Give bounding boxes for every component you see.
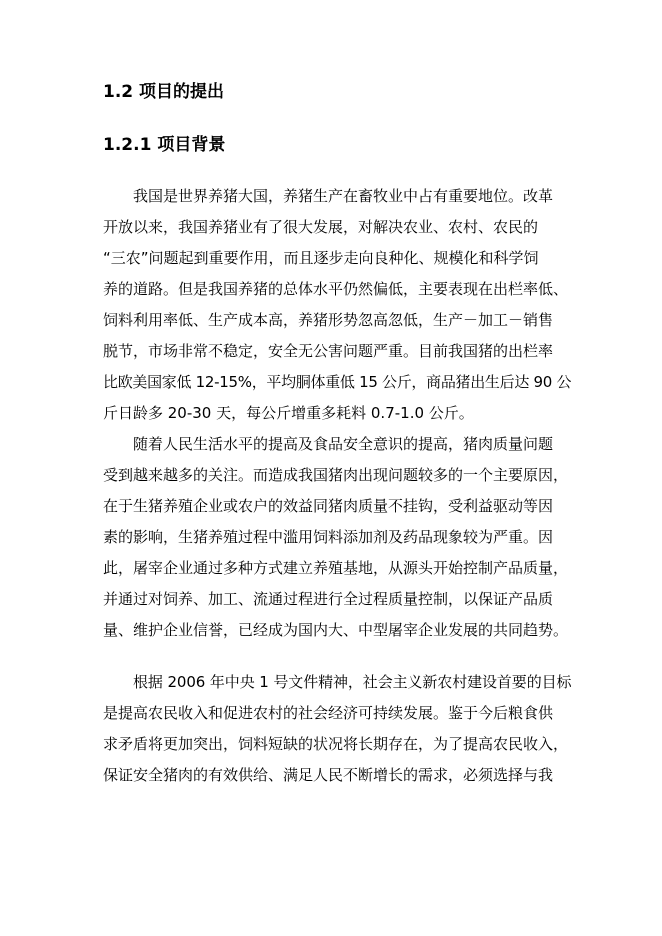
paragraph-line: 根据 2006 年中央 1 号文件精神，社会主义新农村建设首要的目标 — [133, 673, 571, 691]
paragraph-line: 保证安全猪肉的有效供给、满足人民不断增长的需求，必须选择与我 — [103, 766, 554, 784]
paragraph-line: 饲料利用率低、生产成本高，养猪形势忽高忽低，生产－加工－销售 — [103, 311, 554, 329]
paragraph-2 — [103, 429, 571, 646]
paragraph-line: 开放以来，我国养猪业有了很大发展，对解决农业、农村、农民的 — [103, 218, 539, 236]
paragraph-line: 养的道路。但是我国养猪的总体水平仍然偏低，主要表现在出栏率低、 — [103, 280, 569, 298]
subsection-heading: 1.2.1 项目背景 — [103, 135, 226, 155]
paragraph-line: “三农”问题起到重要作用，而且逐步走向良种化、规模化和科学饲 — [103, 249, 539, 267]
paragraph-line: 脱节，市场非常不稳定，安全无公害问题严重。目前我国猪的出栏率 — [103, 342, 554, 360]
paragraph-3 — [103, 667, 571, 791]
paragraph-line: 此，屠宰企业通过多种方式建立养殖基地，从源头开始控制产品质量， — [103, 559, 569, 577]
paragraph-1 — [103, 181, 571, 429]
paragraph-line: 求矛盾将更加突出，饲料短缺的状况将长期存在，为了提高农民收入， — [103, 735, 569, 753]
paragraph-line: 随着人民生活水平的提高及食品安全意识的提高，猪肉质量问题 — [133, 435, 554, 453]
paragraph-line: 量、维护企业信誉，已经成为国内大、中型屠宰企业发展的共同趋势。 — [103, 621, 569, 639]
paragraph-line: 素的影响，生猪养殖过程中滥用饲料添加剂及药品现象较为严重。因 — [103, 528, 554, 546]
paragraph-line: 在于生猪养殖企业或农户的效益同猪肉质量不挂钩，受利益驱动等因 — [103, 497, 554, 515]
section-heading: 1.2 项目的提出 — [103, 82, 225, 102]
paragraph-line: 我国是世界养猪大国，养猪生产在畜牧业中占有重要地位。改革 — [133, 187, 554, 205]
paragraph-line: 比欧美国家低 12-15%，平均胴体重低 15 公斤，商品猪出生后达 90 公 — [103, 373, 571, 391]
paragraph-line: 是提高农民收入和促进农村的社会经济可持续发展。鉴于今后粮食供 — [103, 704, 554, 722]
paragraph-line: 并通过对饲养、加工、流通过程进行全过程质量控制，以保证产品质 — [103, 590, 554, 608]
paragraph-line: 斤日龄多 20-30 天，每公斤增重多耗料 0.7-1.0 公斤。 — [103, 404, 474, 422]
paragraph-line: 受到越来越多的关注。而造成我国猪肉出现问题较多的一个主要原因， — [103, 466, 569, 484]
